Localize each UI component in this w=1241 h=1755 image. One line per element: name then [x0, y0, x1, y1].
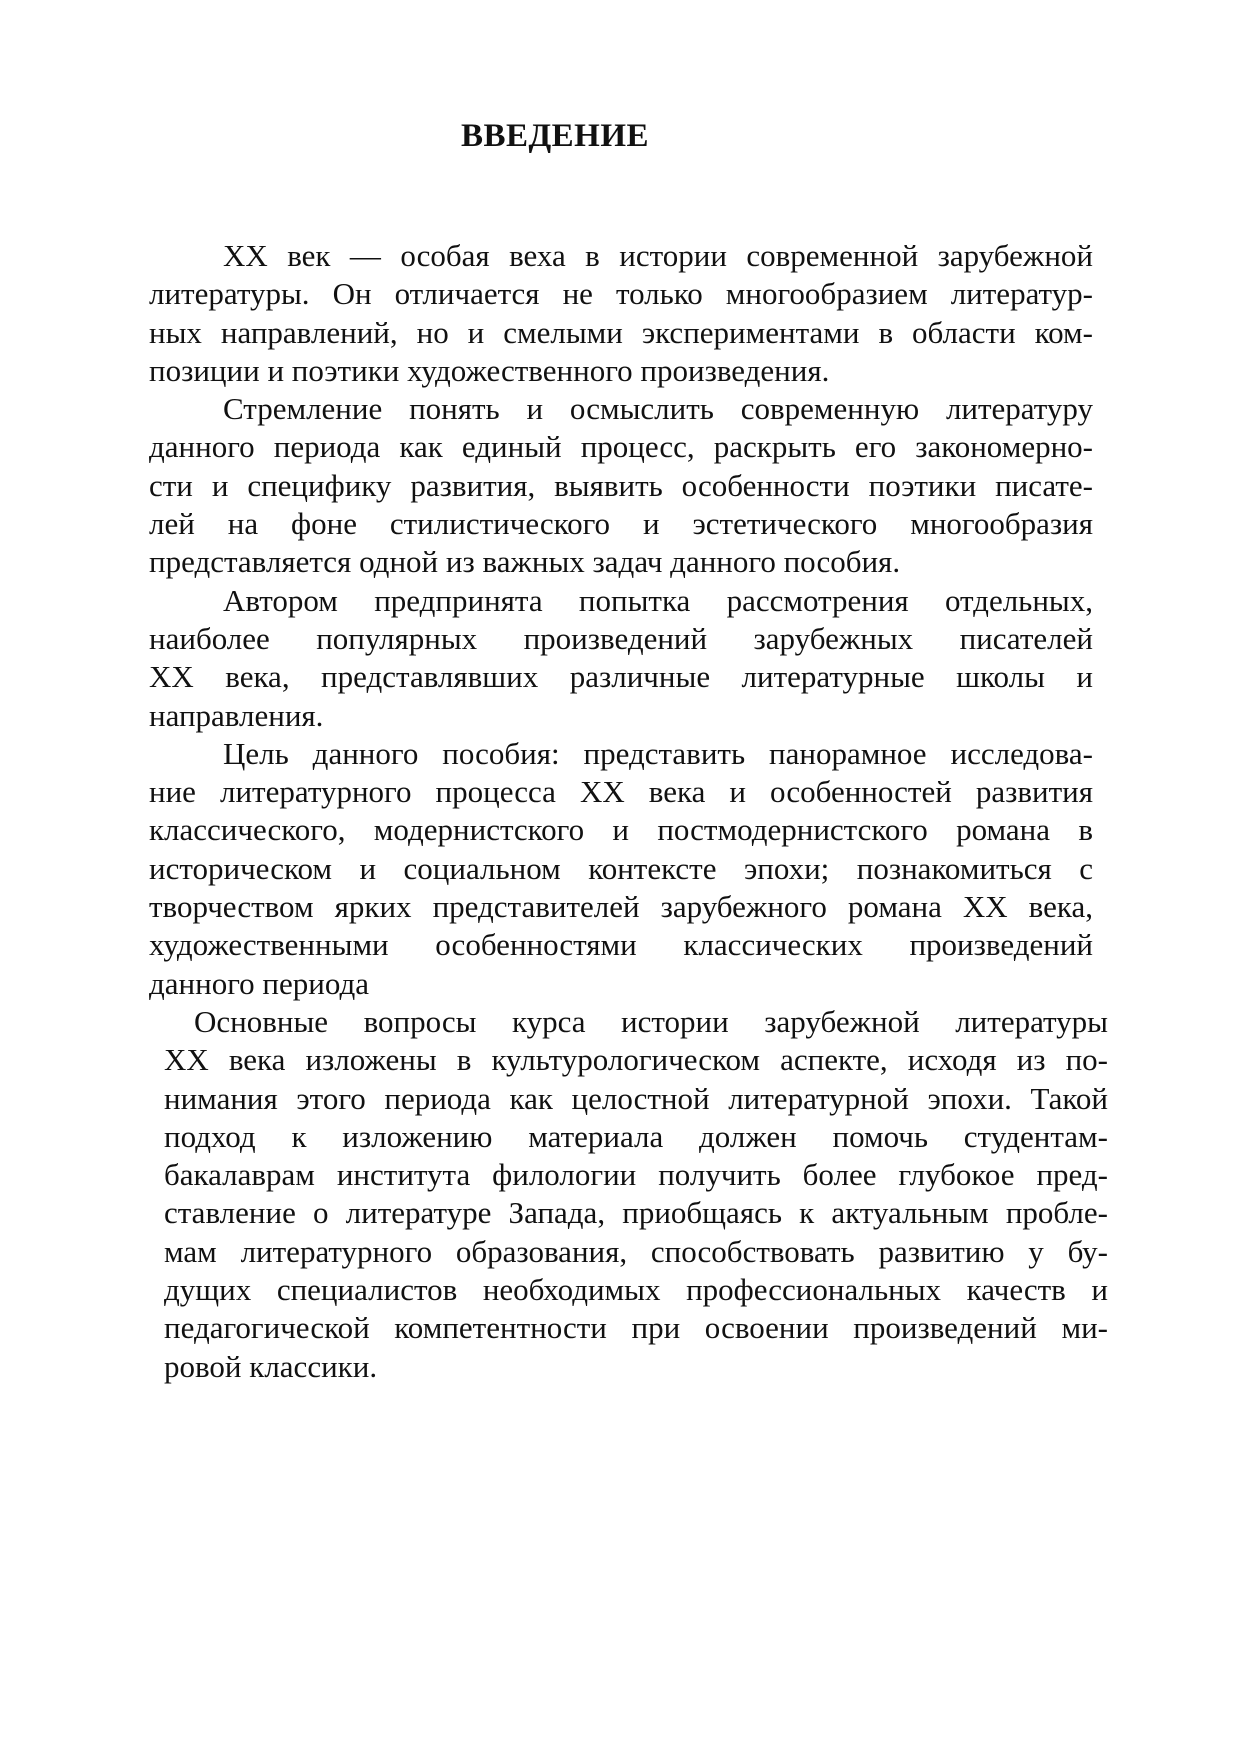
text-line: Основные вопросы курса истории зарубежной литературы	[194, 1003, 1108, 1039]
text-line: XX века изложены в культурологическом аспекте, исходя из по-	[164, 1042, 1108, 1078]
text-line: представляется одной из важных задач данного пособия.	[149, 544, 901, 580]
paragraph	[149, 582, 1093, 735]
text-line: наиболее популярных произведений зарубежных писателей	[149, 620, 1093, 656]
text-line: художественными особенностями классических произведений	[149, 927, 1093, 963]
text-line: мам литературного образования, способствовать развитию у бу-	[164, 1233, 1108, 1269]
text-line: XX век — особая веха в истории современной зарубежной	[223, 238, 1093, 273]
text-line: данного периода как единый процесс, раскрыть его закономерно-	[149, 429, 1093, 465]
text-line: педагогической компетентности при освоении произведений ми-	[164, 1310, 1108, 1346]
text-line: Цель данного пособия: представить панорамное исследова-	[223, 735, 1093, 771]
text-line: Стремление понять и осмыслить современную литературу	[223, 391, 1093, 427]
text-line: направления.	[149, 697, 324, 733]
text-line: бакалаврам института филологии получить более глубокое пред-	[164, 1157, 1108, 1193]
paragraph	[149, 735, 1093, 1003]
text-line: XX века, представлявших различные литературные школы и	[149, 659, 1093, 695]
text-line: данного периода	[149, 965, 369, 1001]
text-line: литературы. Он отличается не только многообразием литератур-	[149, 276, 1093, 312]
text-line: Автором предпринята попытка рассмотрения отдельных,	[223, 582, 1093, 618]
paragraph	[164, 1003, 1108, 1386]
text-line: дущих специалистов необходимых профессиональных качеств и	[164, 1272, 1108, 1308]
text-line: подход к изложению материала должен помочь студентам-	[164, 1118, 1108, 1154]
text-line: творчеством ярких представителей зарубежного романа XX века,	[149, 889, 1093, 925]
text-line: лей на фоне стилистического и эстетического многообразия	[149, 506, 1093, 542]
text-line: сти и специфику развития, выявить особенности поэтики писате-	[149, 467, 1093, 503]
body-text	[149, 237, 1108, 1386]
text-line: ных направлений, но и смелыми экспериментами в области ком-	[149, 314, 1093, 350]
text-line: ровой классики.	[164, 1348, 378, 1384]
paragraph	[149, 390, 1093, 581]
text-line: ние литературного процесса XX века и особенностей развития	[149, 774, 1093, 810]
paragraph	[149, 237, 1093, 390]
page-title: ВВЕДЕНИЕ	[460, 118, 650, 154]
text-line: историческом и социальном контексте эпохи; познакомиться с	[149, 850, 1093, 886]
text-line: ставление о литературе Запада, приобщаясь к актуальным пробле-	[164, 1195, 1108, 1231]
text-line: классического, модернистского и постмодернистского романа в	[149, 812, 1093, 848]
text-line: позиции и поэтики художественного произведения.	[149, 352, 830, 388]
text-line: нимания этого периода как целостной литературной эпохи. Такой	[164, 1080, 1108, 1116]
